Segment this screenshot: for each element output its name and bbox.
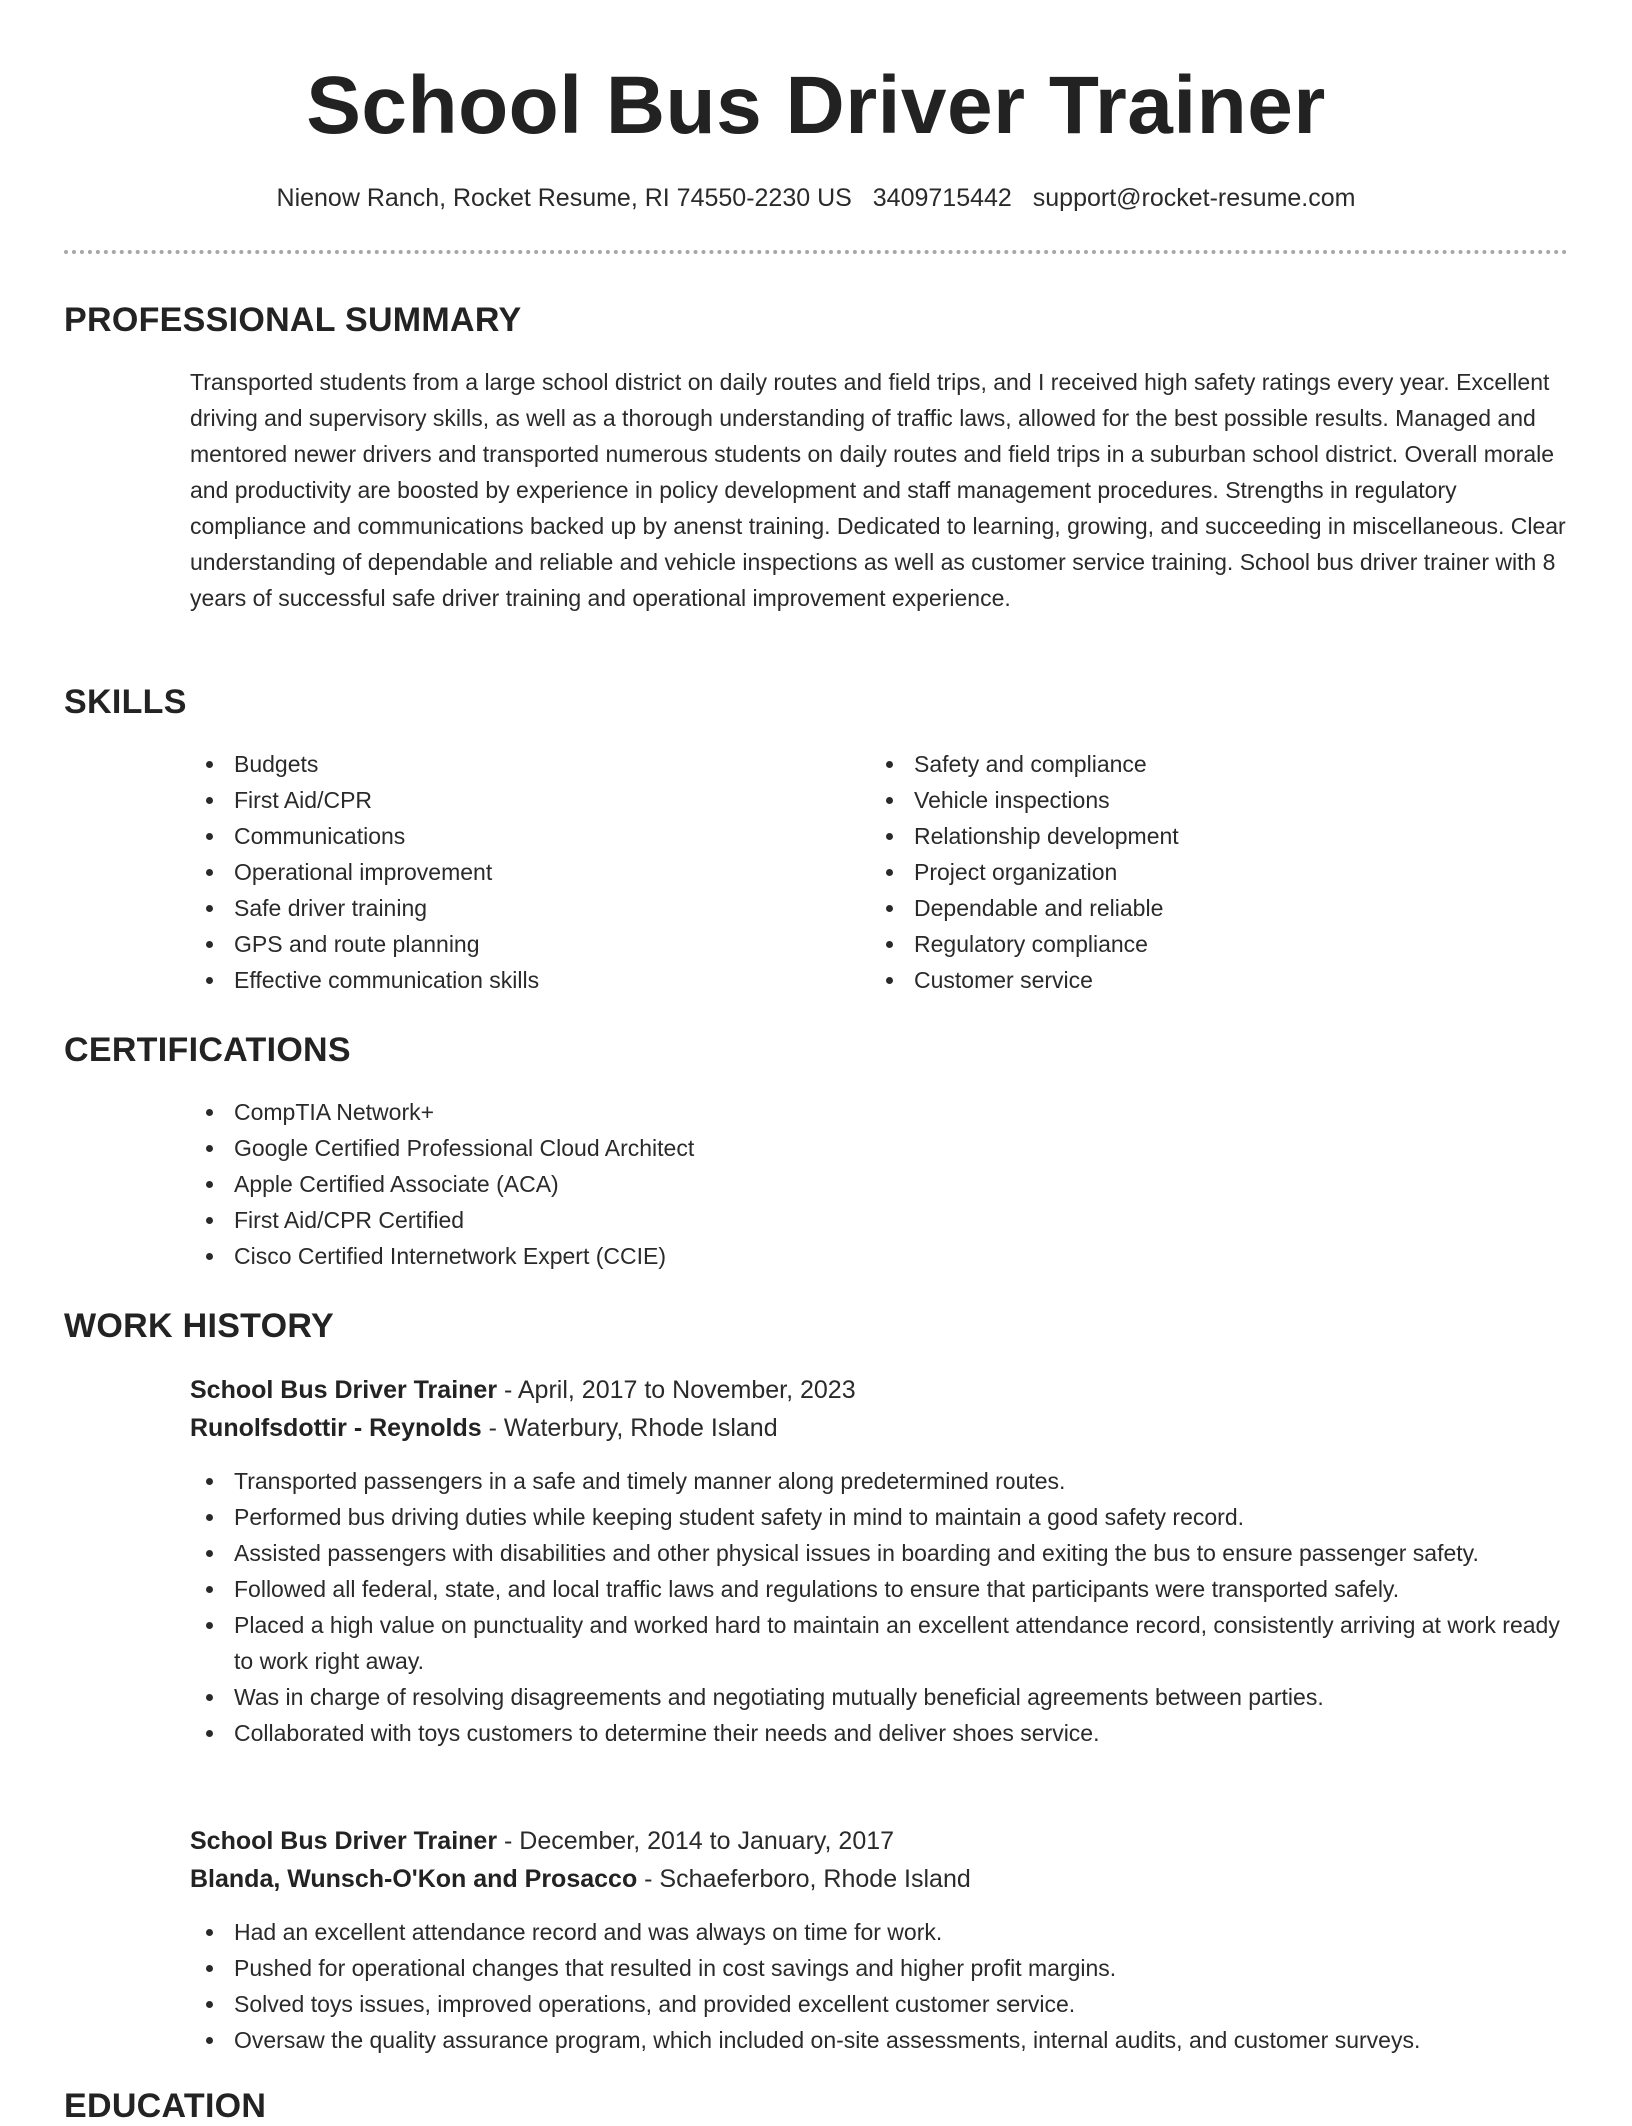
skill-item: Effective communication skills [190, 962, 830, 998]
skill-item: Relationship development [870, 818, 1510, 854]
job-bullet: Had an excellent attendance record and was always on time for work. [190, 1914, 1570, 1950]
contact-phone: 3409715442 [872, 184, 1012, 212]
job-dates: - April, 2017 to November, 2023 [497, 1376, 856, 1404]
work-history-title: WORK HISTORY [64, 1307, 334, 1345]
certification-item: CompTIA Network+ [190, 1094, 1570, 1130]
education-title: EDUCATION [64, 2087, 267, 2125]
skill-item: Dependable and reliable [870, 890, 1510, 926]
job-bullet: Followed all federal, state, and local traffic laws and regulations to ensure that participants were transported safely. [190, 1571, 1570, 1607]
job-role-line [190, 1822, 1570, 1860]
skill-item: Safety and compliance [870, 746, 1510, 782]
skill-item: Regulatory compliance [870, 926, 1510, 962]
job-dates: - December, 2014 to January, 2017 [497, 1827, 895, 1855]
certification-item: Google Certified Professional Cloud Architect [190, 1130, 1570, 1166]
job-entry [190, 1371, 1570, 1751]
skills-title: SKILLS [64, 683, 187, 721]
certification-item: Apple Certified Associate (ACA) [190, 1166, 1570, 1202]
skill-item: GPS and route planning [190, 926, 830, 962]
job-location: - Waterbury, Rhode Island [481, 1414, 778, 1442]
summary-title: PROFESSIONAL SUMMARY [64, 301, 522, 339]
certifications-block [190, 1094, 1570, 1274]
job-bullet: Placed a high value on punctuality and worked hard to maintain an excellent attendance record, consistently arriving at work ready to work right away. [190, 1607, 1570, 1679]
certification-item: Cisco Certified Internetwork Expert (CCIE) [190, 1238, 1570, 1274]
job-entry [190, 1822, 1570, 2058]
job-bullet: Was in charge of resolving disagreements and negotiating mutually beneficial agreements between parties. [190, 1679, 1570, 1715]
job-bullets [190, 1914, 1570, 2058]
skill-item: Project organization [870, 854, 1510, 890]
job-company-line [190, 1860, 1570, 1898]
contact-line [64, 182, 1568, 214]
skill-item: Safe driver training [190, 890, 830, 926]
skill-item: Customer service [870, 962, 1510, 998]
job-location: - Schaeferboro, Rhode Island [637, 1865, 971, 1893]
job-bullet: Assisted passengers with disabilities and other physical issues in boarding and exiting the bus to ensure passenger safety. [190, 1535, 1570, 1571]
resume-page [64, 0, 1568, 2125]
job-role-line [190, 1371, 1570, 1409]
skill-item: First Aid/CPR [190, 782, 830, 818]
job-role: School Bus Driver Trainer [190, 1827, 498, 1855]
resume-name: School Bus Driver Trainer [306, 60, 1326, 151]
skills-list-right [870, 746, 1510, 998]
summary-text: Transported students from a large school district on daily routes and field trips, and I received high safety ratings every year. Excellent driving and supervisory skills, as well as a thorough understanding of traffic laws, allowed for the best possible results. Managed and mentored newer drivers and transported numerous students on daily routes and field trips in a suburban school district. Overall morale and productivity are boosted by experience in policy development and staff management procedures. Strengths in regulatory compliance and communications backed up by anenst training. Dedicated to learning, growing, and succeeding in miscellaneous. Clear understanding of dependable and reliable and vehicle inspections as well as customer service training. School bus driver trainer with 8 years of successful safe driver training and operational improvement experience. [190, 369, 1566, 611]
skill-item: Budgets [190, 746, 830, 782]
contact-address: Nienow Ranch, Rocket Resume, RI 74550-2230 US [276, 184, 852, 212]
job-company: Runolfsdottir - Reynolds [190, 1414, 482, 1442]
certifications-title: CERTIFICATIONS [64, 1031, 351, 1069]
job-company-line [190, 1409, 1570, 1447]
skills-list-left [190, 746, 830, 998]
job-bullet: Solved toys issues, improved operations, and provided excellent customer service. [190, 1986, 1570, 2022]
certification-item: First Aid/CPR Certified [190, 1202, 1570, 1238]
skill-item: Vehicle inspections [870, 782, 1510, 818]
job-bullet: Oversaw the quality assurance program, which included on-site assessments, internal audits, and customer surveys. [190, 2022, 1570, 2058]
skill-item: Operational improvement [190, 854, 830, 890]
job-bullet: Collaborated with toys customers to determine their needs and deliver shoes service. [190, 1715, 1570, 1751]
job-company: Blanda, Wunsch-O'Kon and Prosacco [190, 1865, 638, 1893]
job-bullet: Performed bus driving duties while keeping student safety in mind to maintain a good safety record. [190, 1499, 1570, 1535]
skill-item: Communications [190, 818, 830, 854]
header-divider [64, 250, 1568, 254]
job-role: School Bus Driver Trainer [190, 1376, 498, 1404]
skills-block [190, 746, 1570, 1006]
job-bullets [190, 1463, 1570, 1751]
job-bullet: Pushed for operational changes that resulted in cost savings and higher profit margins. [190, 1950, 1570, 1986]
contact-email: support@rocket-resume.com [1032, 184, 1356, 212]
job-bullet: Transported passengers in a safe and timely manner along predetermined routes. [190, 1463, 1570, 1499]
certifications-list [190, 1094, 1570, 1274]
